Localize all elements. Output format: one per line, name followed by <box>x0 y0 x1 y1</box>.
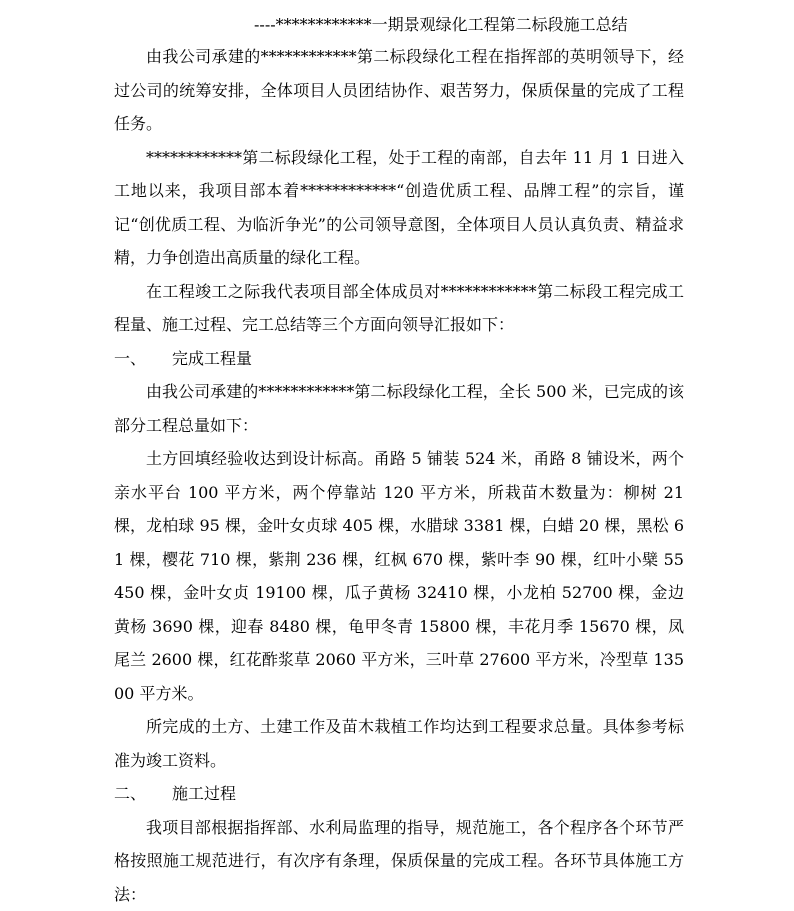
section2-paragraph-1: 我项目部根据指挥部、水利局监理的指导，规范施工，各个程序各个环节严格按照施工规范进行，有次序有条理，保质保量的完成工程。各环节具体施工方法： <box>114 811 684 911</box>
section-heading-2 <box>114 777 684 811</box>
section-number-1: 一、 <box>114 342 172 376</box>
section1-paragraph-2: 土方回填经验收达到设计标高。甬路 5 铺装 524 米，甬路 8 铺设米，两个亲水平台 100 平方米，两个停靠站 120 平方米，所栽苗木数量为：柳树 21 棵，龙柏球 95 棵，金叶女贞球 405 棵，水腊球 3381 棵，白蜡 20 棵，黑松 61 棵，樱花 710 棵，紫荆 236 棵，红枫 670 棵，紫叶李 90 棵，红叶小檗 55450 棵，金叶女贞 19100 棵，瓜子黄杨 32410 棵，小龙柏 52700 棵，金边黄杨 3690 棵，迎春 8480 棵，龟甲冬青 15800 棵，丰花月季 15670 棵，凤尾兰 2600 棵，红花酢浆草 2060 平方米，三叶草 27600 平方米，冷型草 13500 平方米。 <box>114 442 684 710</box>
section1-paragraph-3: 所完成的土方、土建工作及苗木栽植工作均达到工程要求总量。具体参考标准为竣工资料。 <box>114 710 684 777</box>
intro-paragraph-1: 由我公司承建的************第二标段绿化工程在指挥部的英明领导下，经过公司的统筹安排，全体项目人员团结协作、艰苦努力，保质保量的完成了工程任务。 <box>114 40 684 141</box>
section-number-2: 二、 <box>114 777 172 811</box>
intro-paragraph-2: ************第二标段绿化工程，处于工程的南部，自去年 11 月 1 日进入工地以来，我项目部本着************“创造优质工程、品牌工程”的宗旨，谨记“创优质工程、为临沂争光”的公司领导意图，全体项目人员认真负责、精益求精，力争创造出高质量的绿化工程。 <box>114 141 684 275</box>
section-title-1: 完成工程量 <box>172 349 252 368</box>
intro-paragraph-3: 在工程竣工之际我代表项目部全体成员对************第二标段工程完成工程量、施工过程、完工总结等三个方面向领导汇报如下： <box>114 275 684 342</box>
section-title-2: 施工过程 <box>172 784 236 803</box>
section-heading-1 <box>114 342 684 376</box>
document-title: ----************一期景观绿化工程第二标段施工总结 <box>114 14 684 36</box>
section1-paragraph-1: 由我公司承建的************第二标段绿化工程，全长 500 米，已完成的该部分工程总量如下： <box>114 375 684 442</box>
